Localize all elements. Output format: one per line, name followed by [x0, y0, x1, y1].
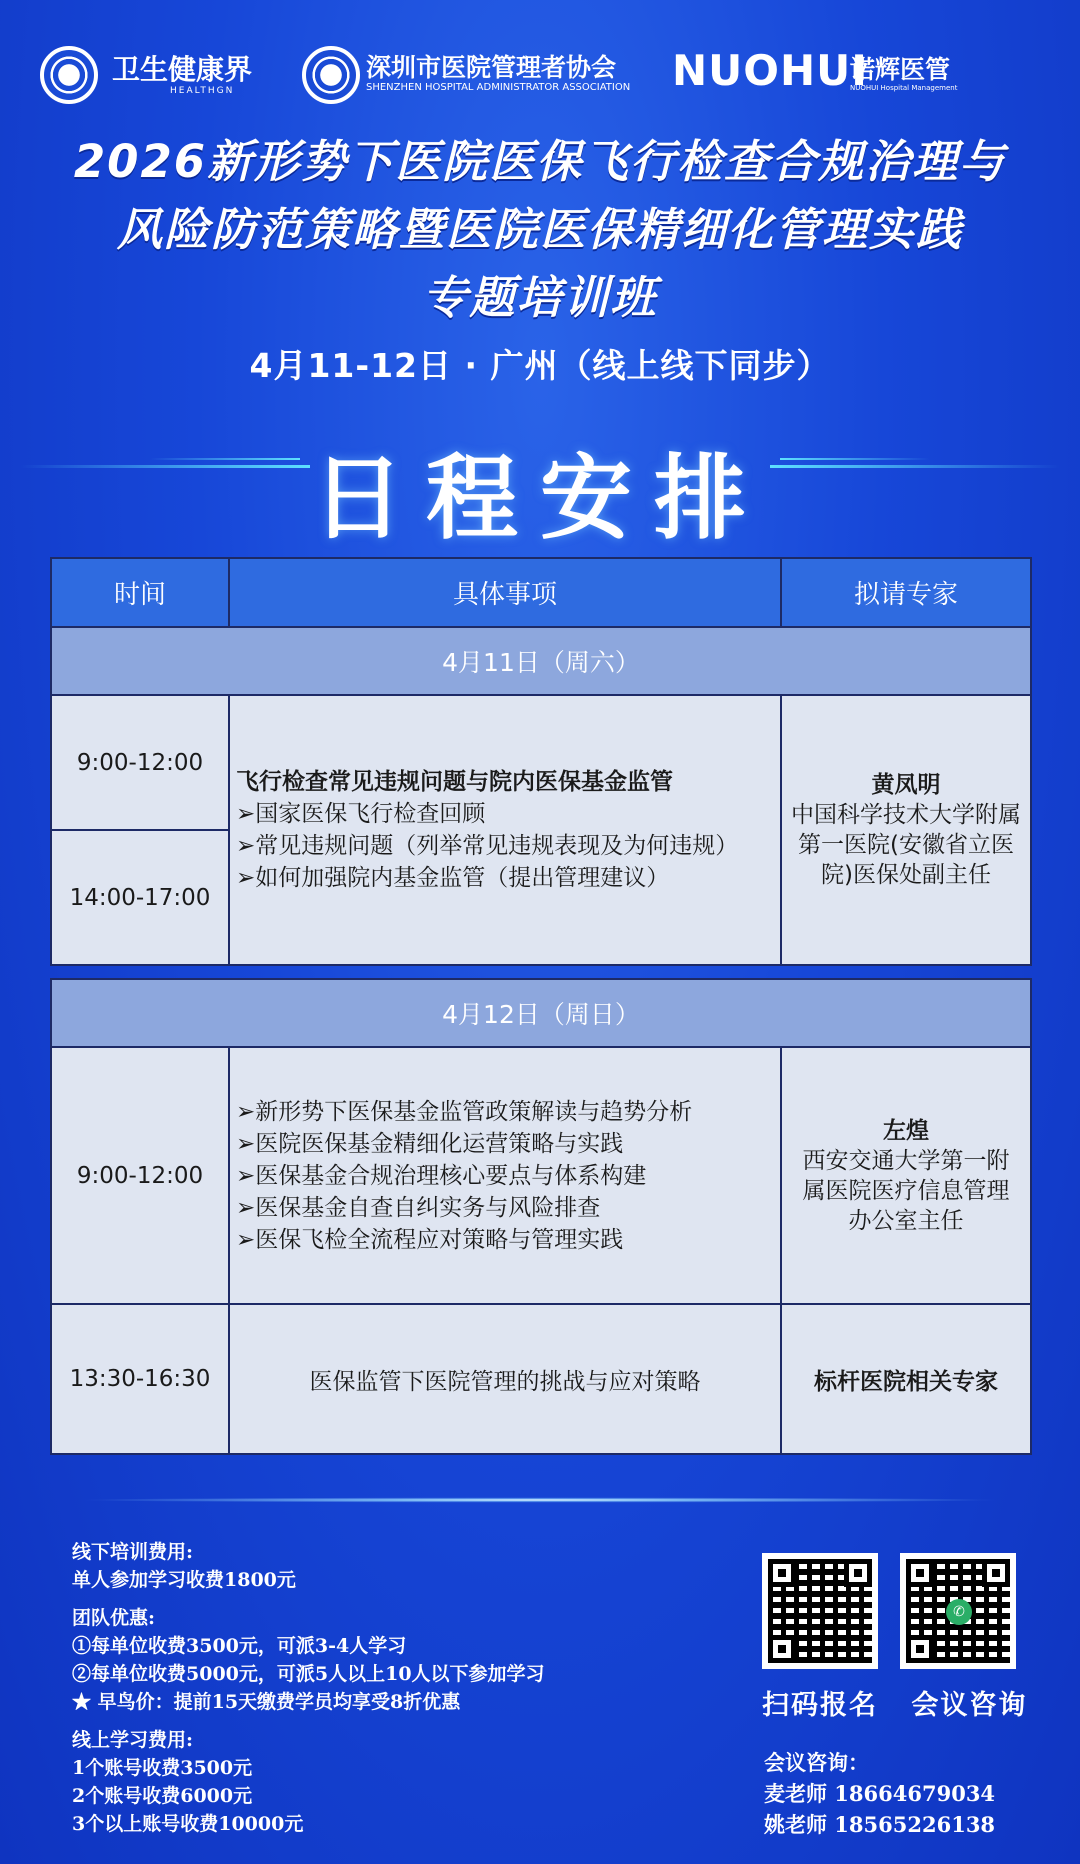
schedule-table — [50, 557, 1032, 1455]
healthcare-emblem-icon — [40, 46, 98, 104]
header-time: 时间 — [51, 558, 229, 627]
day2-topic-afternoon: 医保监管下医院管理的挑战与应对策略 — [229, 1304, 781, 1454]
qr-label-consult: 会议咨询 — [911, 1690, 1028, 1721]
day2-topic-item: ➢医保基金自查自纠实务与风险排查 — [236, 1194, 601, 1221]
logo3-sub: NUOHUI Hospital Management — [850, 84, 958, 92]
association-emblem-icon — [302, 46, 360, 104]
logo2-sub: SHENZHEN HOSPITAL ADMINISTRATOR ASSOCIATION — [366, 82, 631, 93]
day1-label: 4月11日（周六） — [51, 627, 1031, 695]
title-line-3: 专题培训班 — [422, 271, 658, 324]
day1-topic-item: ➢如何加强院内基金监管（提出管理建议） — [236, 865, 670, 891]
offline-fee-title: 线下培训费用: — [72, 1541, 194, 1563]
day1-topics — [229, 695, 781, 965]
team-discount-2: ②每单位收费5000元，可派5人以上10人以下参加学习 — [72, 1663, 545, 1685]
contact-person-1: 麦老师 18664679034 — [764, 1781, 996, 1806]
contact-title: 会议咨询： — [764, 1750, 869, 1775]
online-fee-1: 1个账号收费3500元 — [72, 1757, 253, 1779]
logo3-brand: NUOHUI — [672, 46, 868, 95]
event-title — [30, 128, 1050, 332]
day2-topic-item: ➢医保基金合规治理核心要点与体系构建 — [236, 1162, 647, 1189]
day1-topic-item: ➢常见违规问题（列举常见违规表现及为何违规） — [236, 833, 739, 859]
divider-glow — [0, 1497, 1080, 1503]
day2-label: 4月12日（周日） — [51, 979, 1031, 1047]
day1-expert-name: 黄凤明 — [871, 772, 941, 798]
day2-expert-name: 左煌 — [883, 1117, 929, 1144]
fees-section — [72, 1538, 545, 1838]
contact-section — [764, 1747, 995, 1840]
day2-expert-afternoon: 标杆医院相关专家 — [781, 1304, 1031, 1454]
schedule-heading: 日程安排 — [311, 445, 768, 552]
table-row — [51, 1304, 1031, 1454]
team-discount-title: 团队优惠: — [72, 1607, 156, 1629]
day2-time-morning: 9:00-12:00 — [51, 1047, 229, 1304]
day2-time-afternoon: 13:30-16:30 — [51, 1304, 229, 1454]
offline-fee-price: 单人参加学习收费1800元 — [72, 1569, 296, 1591]
table-row — [51, 695, 1031, 830]
header-topic: 具体事项 — [229, 558, 781, 627]
title-line-1: 2026新形势下医院医保飞行检查合规治理与 — [73, 135, 1007, 188]
day2-expert-title: 西安交通大学第一附属医院医疗信息管理办公室主任 — [802, 1147, 1010, 1234]
logo2-name: 深圳市医院管理者协会 — [366, 53, 617, 82]
qr-labels — [762, 1683, 1027, 1722]
day1-time-morning: 9:00-12:00 — [51, 695, 229, 830]
online-fee-title: 线上学习费用: — [72, 1729, 194, 1751]
logo-row — [40, 40, 1040, 110]
logo1-name: 卫生健康界 — [112, 53, 253, 86]
event-date-location: 4月11-12日 · 广州（线上线下同步） — [249, 346, 831, 385]
day1-topic-title: 飞行检查常见违规问题与院内医保基金监管 — [236, 769, 673, 795]
registration-qr-code[interactable] — [762, 1553, 878, 1669]
qr-label-register: 扫码报名 — [762, 1690, 878, 1721]
day2-topics — [229, 1047, 781, 1304]
table-header-row — [51, 558, 1031, 627]
team-discount-1: ①每单位收费3500元，可派3-4人学习 — [72, 1635, 407, 1657]
consult-qr-code[interactable] — [900, 1553, 1016, 1669]
early-bird: ★ 早鸟价：提前15天缴费学员均享受8折优惠 — [72, 1691, 461, 1713]
day2-topic-item: ➢医保飞检全流程应对策略与管理实践 — [236, 1226, 624, 1253]
day1-expert-title: 中国科学技术大学附属第一医院(安徽省立医院)医保处副主任 — [791, 802, 1021, 888]
logo3-name: 诺辉医管 — [850, 55, 951, 84]
day1-time-afternoon: 14:00-17:00 — [51, 830, 229, 965]
day1-expert — [781, 695, 1031, 965]
day2-expert — [781, 1047, 1031, 1304]
day2-topic-item: ➢医院医保基金精细化运营策略与实践 — [236, 1130, 624, 1157]
table-row — [51, 1047, 1031, 1304]
wechat-icon: ✆ — [946, 1599, 972, 1625]
logo1-sub: HEALTHGN — [170, 86, 235, 96]
day1-topic-item: ➢国家医保飞行检查回顾 — [236, 801, 486, 827]
day2-topic-item: ➢新形势下医保基金监管政策解读与趋势分析 — [236, 1098, 693, 1125]
header-expert: 拟请专家 — [781, 558, 1031, 627]
online-fee-3: 3个以上账号收费10000元 — [72, 1813, 304, 1835]
title-line-2: 风险防范策略暨医院医保精细化管理实践 — [116, 203, 963, 256]
online-fee-2: 2个账号收费6000元 — [72, 1785, 253, 1807]
contact-person-2: 姚老师 18565226138 — [764, 1812, 996, 1837]
